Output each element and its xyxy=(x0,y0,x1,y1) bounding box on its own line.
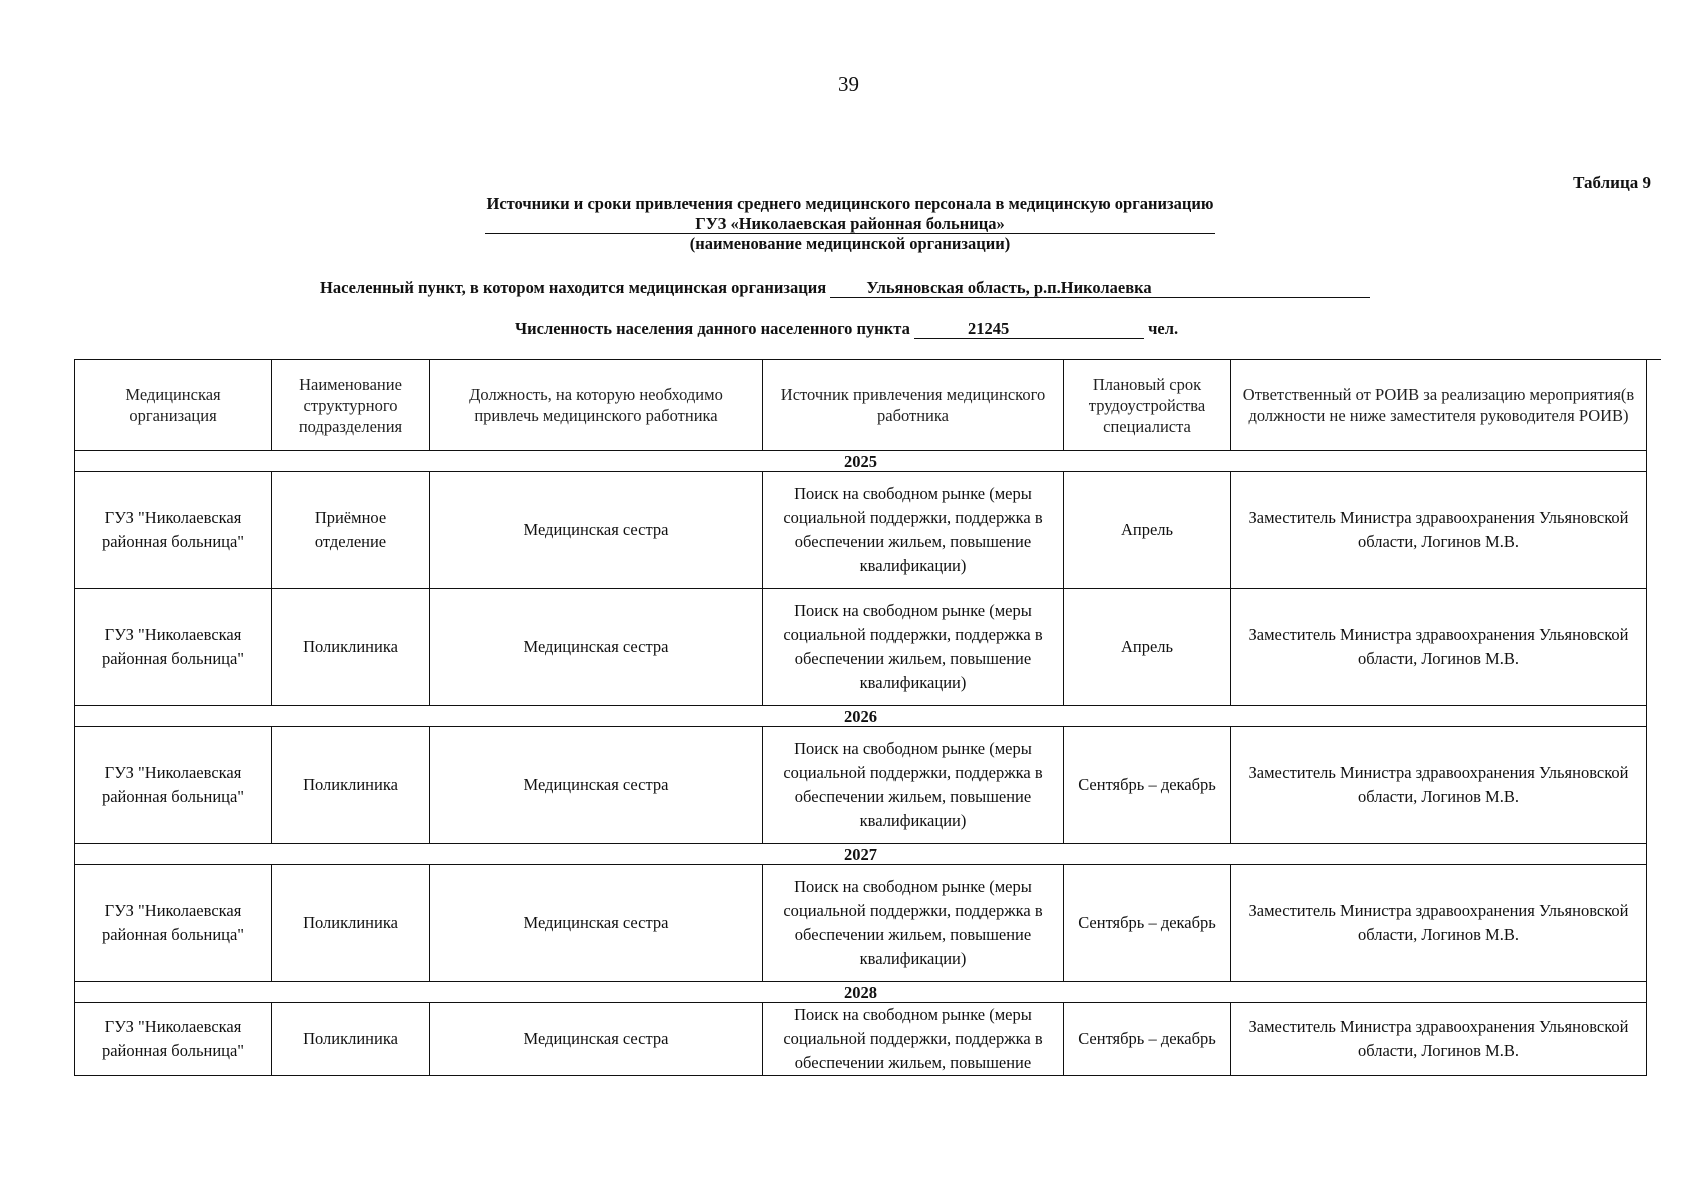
table-row xyxy=(75,727,1647,844)
header-source: Источник привлечения медицинского работника xyxy=(763,360,1064,451)
cell-department: Поликлиника xyxy=(272,727,430,844)
table-label: Таблица 9 xyxy=(1573,173,1651,192)
cell-responsible: Заместитель Министра здравоохранения Ульяновской области, Логинов М.В. xyxy=(1231,865,1647,982)
cell-term: Апрель xyxy=(1064,589,1231,706)
cell-position: Медицинская сестра xyxy=(430,727,763,844)
cell-organization: ГУЗ "Николаевская районная больница" xyxy=(75,727,272,844)
cell-organization: ГУЗ "Николаевская районная больница" xyxy=(75,472,272,589)
settlement-label: Населенный пункт, в котором находится медицинская организация xyxy=(320,278,827,297)
cell-organization: ГУЗ "Николаевская районная больница" xyxy=(75,1003,272,1076)
cell-organization: ГУЗ "Николаевская районная больница" xyxy=(75,589,272,706)
cell-source: Поиск на свободном рынке (меры социальной поддержки, поддержка в обеспечении жильем, повышение квалификации) xyxy=(763,865,1064,982)
cell-responsible: Заместитель Министра здравоохранения Ульяновской области, Логинов М.В. xyxy=(1231,1003,1647,1076)
cell-responsible: Заместитель Министра здравоохранения Ульяновской области, Логинов М.В. xyxy=(1231,472,1647,589)
table-row xyxy=(75,1003,1647,1076)
cell-responsible: Заместитель Министра здравоохранения Ульяновской области, Логинов М.В. xyxy=(1231,727,1647,844)
year-cell: 2027 xyxy=(75,844,1647,865)
year-cell: 2028 xyxy=(75,982,1647,1003)
year-row xyxy=(75,844,1647,865)
population-unit: чел. xyxy=(1148,319,1179,338)
year-row xyxy=(75,451,1647,472)
title-block xyxy=(300,194,1400,254)
cell-department: Приёмное отделение xyxy=(272,472,430,589)
population-line xyxy=(515,319,1178,339)
cell-term: Сентябрь – декабрь xyxy=(1064,1003,1231,1076)
table-row xyxy=(75,865,1647,982)
organization-name: ГУЗ «Николаевская районная больница» xyxy=(485,214,1215,234)
cell-position: Медицинская сестра xyxy=(430,472,763,589)
cell-department: Поликлиника xyxy=(272,865,430,982)
cell-position: Медицинская сестра xyxy=(430,1003,763,1076)
table-edge-line xyxy=(1645,359,1661,360)
year-row xyxy=(75,982,1647,1003)
year-cell: 2025 xyxy=(75,451,1647,472)
cell-organization: ГУЗ "Николаевская районная больница" xyxy=(75,865,272,982)
header-organization: Медицинская организация xyxy=(75,360,272,451)
year-row xyxy=(75,706,1647,727)
cell-source: Поиск на свободном рынке (меры социальной поддержки, поддержка в обеспечении жильем, повышение xyxy=(763,1003,1064,1076)
header-department: Наименование структурного подразделения xyxy=(272,360,430,451)
staffing-table xyxy=(74,359,1647,1076)
header-term: Плановый срок трудоустройства специалиста xyxy=(1064,360,1231,451)
cell-source: Поиск на свободном рынке (меры социальной поддержки, поддержка в обеспечении жильем, повышение квалификации) xyxy=(763,589,1064,706)
table-row xyxy=(75,589,1647,706)
cell-term: Апрель xyxy=(1064,472,1231,589)
cell-term: Сентябрь – декабрь xyxy=(1064,727,1231,844)
header-responsible: Ответственный от РОИВ за реализацию мероприятия(в должности не ниже заместителя руководителя РОИВ) xyxy=(1231,360,1647,451)
organization-caption: (наименование медицинской организации) xyxy=(689,234,1011,253)
settlement-value: Ульяновская область, р.п.Николаевка xyxy=(830,278,1370,298)
cell-department: Поликлиника xyxy=(272,589,430,706)
population-value: 21245 xyxy=(914,319,1144,339)
year-cell: 2026 xyxy=(75,706,1647,727)
cell-source: Поиск на свободном рынке (меры социальной поддержки, поддержка в обеспечении жильем, повышение квалификации) xyxy=(763,472,1064,589)
cell-position: Медицинская сестра xyxy=(430,589,763,706)
population-label: Численность населения данного населенного пункта xyxy=(515,319,910,338)
page-number: 39 xyxy=(838,72,859,96)
cell-source: Поиск на свободном рынке (меры социальной поддержки, поддержка в обеспечении жильем, повышение квалификации) xyxy=(763,727,1064,844)
table-row xyxy=(75,472,1647,589)
table-header-row xyxy=(75,360,1647,451)
cell-position: Медицинская сестра xyxy=(430,865,763,982)
document-title: Источники и сроки привлечения среднего медицинского персонала в медицинскую организацию xyxy=(486,194,1214,213)
settlement-line xyxy=(320,278,1370,298)
cell-department: Поликлиника xyxy=(272,1003,430,1076)
cell-responsible: Заместитель Министра здравоохранения Ульяновской области, Логинов М.В. xyxy=(1231,589,1647,706)
cell-term: Сентябрь – декабрь xyxy=(1064,865,1231,982)
header-position: Должность, на которую необходимо привлечь медицинского работника xyxy=(430,360,763,451)
